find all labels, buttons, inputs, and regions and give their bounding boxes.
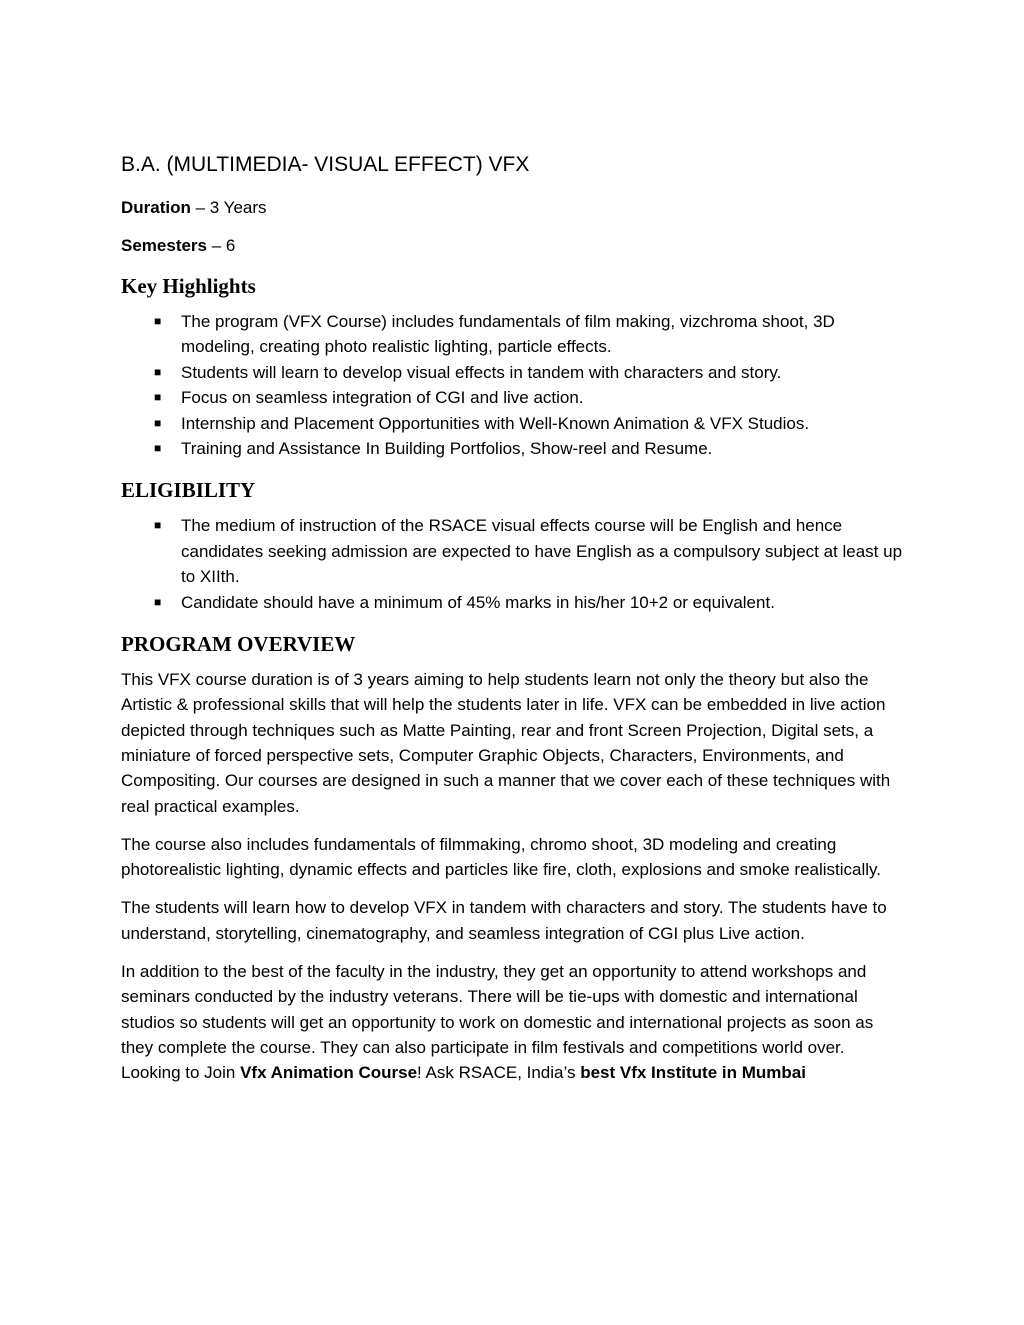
- duration-value: – 3 Years: [190, 198, 267, 217]
- document-page: [121, 152, 906, 1086]
- list-item: [121, 513, 906, 589]
- key-highlights-heading: Key Highlights: [121, 274, 256, 298]
- list-item-text: Training and Assistance In Building Portfolios, Show-reel and Resume.: [181, 439, 713, 459]
- bullet-icon: ■: [154, 518, 162, 533]
- list-item-text: Candidate should have a minimum of 45% marks in his/her 10+2 or equivalent.: [181, 592, 775, 612]
- bullet-icon: ■: [154, 441, 162, 456]
- duration-line: [121, 197, 906, 219]
- best-vfx-institute-link[interactable]: best Vfx Institute in Mumbai: [580, 1063, 806, 1083]
- semesters-value: – 6: [207, 236, 236, 255]
- list-item: [121, 590, 906, 615]
- list-item: [121, 411, 906, 436]
- semesters-label: Semesters: [121, 236, 208, 255]
- bullet-icon: ■: [154, 364, 162, 379]
- duration-label: Duration: [121, 198, 191, 217]
- list-item-text: The medium of instruction of the RSACE visual effects course will be English and hence candidates seeking admission are expected to have English as a compulsory subject at least up to XIIth.: [181, 516, 903, 587]
- bullet-icon: ■: [154, 594, 162, 609]
- bullet-icon: ■: [154, 390, 162, 405]
- semesters-line: [121, 235, 906, 257]
- eligibility-heading: ELIGIBILITY: [121, 478, 256, 503]
- overview-paragraph: In addition to the best of the faculty in the industry, they get an opportunity to attend workshops and seminars conducted by the industry veterans. There will be tie-ups with domestic and international studios so students will get an opportunity to work on domestic and international projects as soon as they complete the course. They can also participate in film festivals and competitions world over.: [121, 962, 874, 1057]
- key-highlights-list: [121, 309, 906, 461]
- list-item: [121, 385, 906, 410]
- list-item-text: Students will learn to develop visual effects in tandem with characters and story.: [181, 362, 782, 382]
- list-item: [121, 309, 906, 360]
- list-item: [121, 436, 906, 461]
- bullet-icon: ■: [154, 314, 162, 328]
- overview-paragraph: The course also includes fundamentals of filmmaking, chromo shoot, 3D modeling and creating photorealistic lighting, dynamic effects and particles like fire, cloth, explosions and smoke realistically.: [121, 834, 882, 880]
- bullet-icon: ■: [154, 415, 162, 430]
- closing-line: [121, 1060, 906, 1085]
- closing-prefix: Looking to Join: [121, 1063, 241, 1083]
- list-item-text: The program (VFX Course) includes fundamentals of film making, vizchroma shoot, 3D modeling, creating photo realistic lighting, particle effects.: [181, 312, 835, 357]
- overview-paragraph: This VFX course duration is of 3 years aiming to help students learn not only the theory but also the Artistic & professional skills that will help the students later in life. VFX can be embedded in live action depicted through techniques such as Matte Painting, rear and front Screen Projection, Digital sets, a miniature of forced perspective sets, Computer Graphic Objects, Characters, Environments, and Compositing. Our courses are designed in such a manner that we cover each of these techniques with real practical examples.: [121, 670, 891, 816]
- program-overview-heading: PROGRAM OVERVIEW: [121, 632, 356, 657]
- list-item-text: Internship and Placement Opportunities with Well-Known Animation & VFX Studios.: [181, 413, 810, 433]
- closing-middle: ! Ask RSACE, India’s: [417, 1063, 581, 1083]
- list-item: [121, 360, 906, 385]
- document-title: B.A. (MULTIMEDIA- VISUAL EFFECT) VFX: [121, 153, 530, 176]
- list-item-text: Focus on seamless integration of CGI and live action.: [181, 388, 584, 408]
- vfx-animation-course-link[interactable]: Vfx Animation Course: [240, 1063, 418, 1083]
- overview-paragraph: The students will learn how to develop VFX in tandem with characters and story. The students have to understand, storytelling, cinematography, and seamless integration of CGI plus Live action.: [121, 898, 887, 943]
- eligibility-list: [121, 513, 906, 615]
